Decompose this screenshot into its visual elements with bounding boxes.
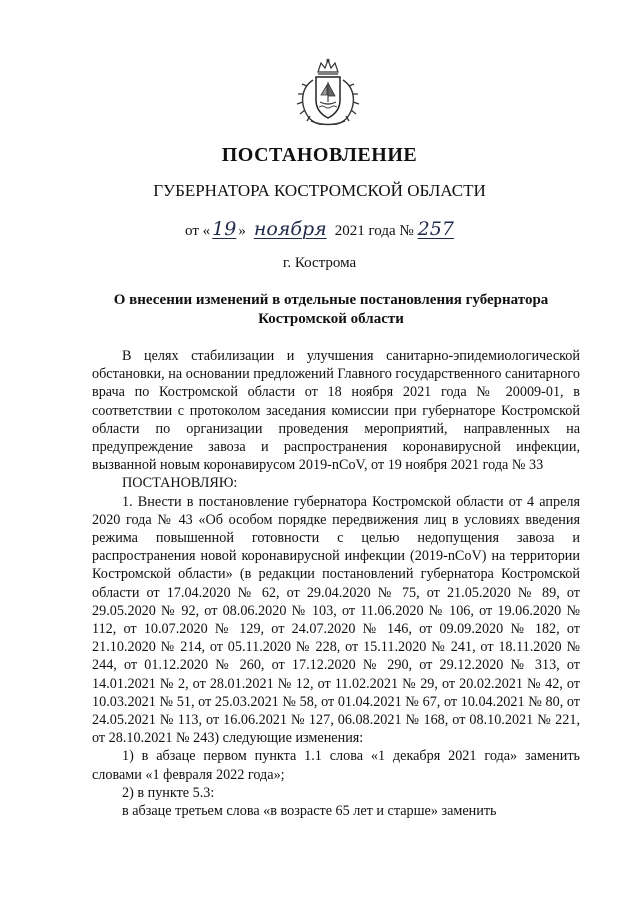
subclause-2-text-paragraph: в абзаце третьем слова «в возрасте 65 лет и старше» заменить — [122, 803, 497, 820]
resolution-keyword: ПОСТАНОВЛЯЮ: — [122, 475, 238, 492]
city-label: г. Кострома — [282, 255, 357, 271]
preamble-paragraph: В целях стабилизации и улучшения санитарно-эпидемиологической обстановки, на основании предложений Главного государственного санитарного врача по Костромской области от 18 ноября 2021 года № 20009-01, в соответствии с протоколом заседания комиссии при губернаторе Костромской области по организации проведения мероприятий, направленных на предупреждение завоза и распространения коронавирусной инфекции, вызванной новым коронавирусом 2019-nCoV, от 19 ноября 2021 года № 33 — [92, 348, 580, 474]
subclause-2-paragraph: 2) в пункте 5.3: — [122, 784, 215, 801]
document-body — [92, 347, 580, 820]
issuer-subtitle: ГУБЕРНАТОРА КОСТРОМСКОЙ ОБЛАСТИ — [153, 181, 486, 200]
handwritten-document-number: 257 — [417, 218, 454, 240]
handwritten-month: ноября — [253, 218, 327, 240]
handwritten-day: 19 — [212, 218, 237, 240]
document-title: ПОСТАНОВЛЕНИЕ — [221, 144, 418, 166]
date-number-line — [0, 218, 639, 240]
document-subject-heading: О внесении изменений в отдельные постановления губернатора Костромской области — [113, 292, 549, 327]
year-and-number-label: 2021 года № — [334, 223, 414, 239]
coat-of-arms-emblem — [291, 58, 365, 128]
date-quote-close: » — [238, 223, 246, 239]
date-prefix: от « — [185, 223, 211, 239]
subclause-1-paragraph: 1) в абзаце первом пункта 1.1 слова «1 декабря 2021 года» заменить словами «1 февраля 2022 года»; — [92, 748, 580, 783]
clause-1-paragraph: 1. Внести в постановление губернатора Костромской области от 4 апреля 2020 года № 43 «Об особом порядке передвижения лиц в условиях введения режима повышенной готовности с целью недопущения завоза и распространения новой коронавирусной инфекции (2019-nCoV) на территории Костромской области» (в редакции постановлений губернатора Костромской области от 17.04.2020 № 62, от 29.04.2020 № 75, от 21.05.2020 № 89, от 29.05.2020 № 92, от 08.06.2020 № 103, от 11.06.2020 № 106, от 19.06.2020 № 112, от 10.07.2020 № 129, от 24.07.2020 № 146, от 09.09.2020 № 182, от 21.10.2020 № 214, от 05.11.2020 № 228, от 15.11.2020 № 241, от 18.11.2020 № 244, от 01.12.2020 № 260, от 17.12.2020 № 290, от 29.12.2020 № 313, от 14.01.2021 № 2, от 28.01.2021 № 12, от 11.02.2021 № 29, от 20.02.2021 № 42, от 10.03.2021 № 51, от 25.03.2021 № 58, от 01.04.2021 № 67, от 10.04.2021 № 80, от 24.05.2021 № 113, от 16.06.2021 № 127, 06.08.2021 № 168, от 08.10.2021 № 221, от 28.10.2021 № 243) следующие изменения: — [92, 493, 580, 747]
